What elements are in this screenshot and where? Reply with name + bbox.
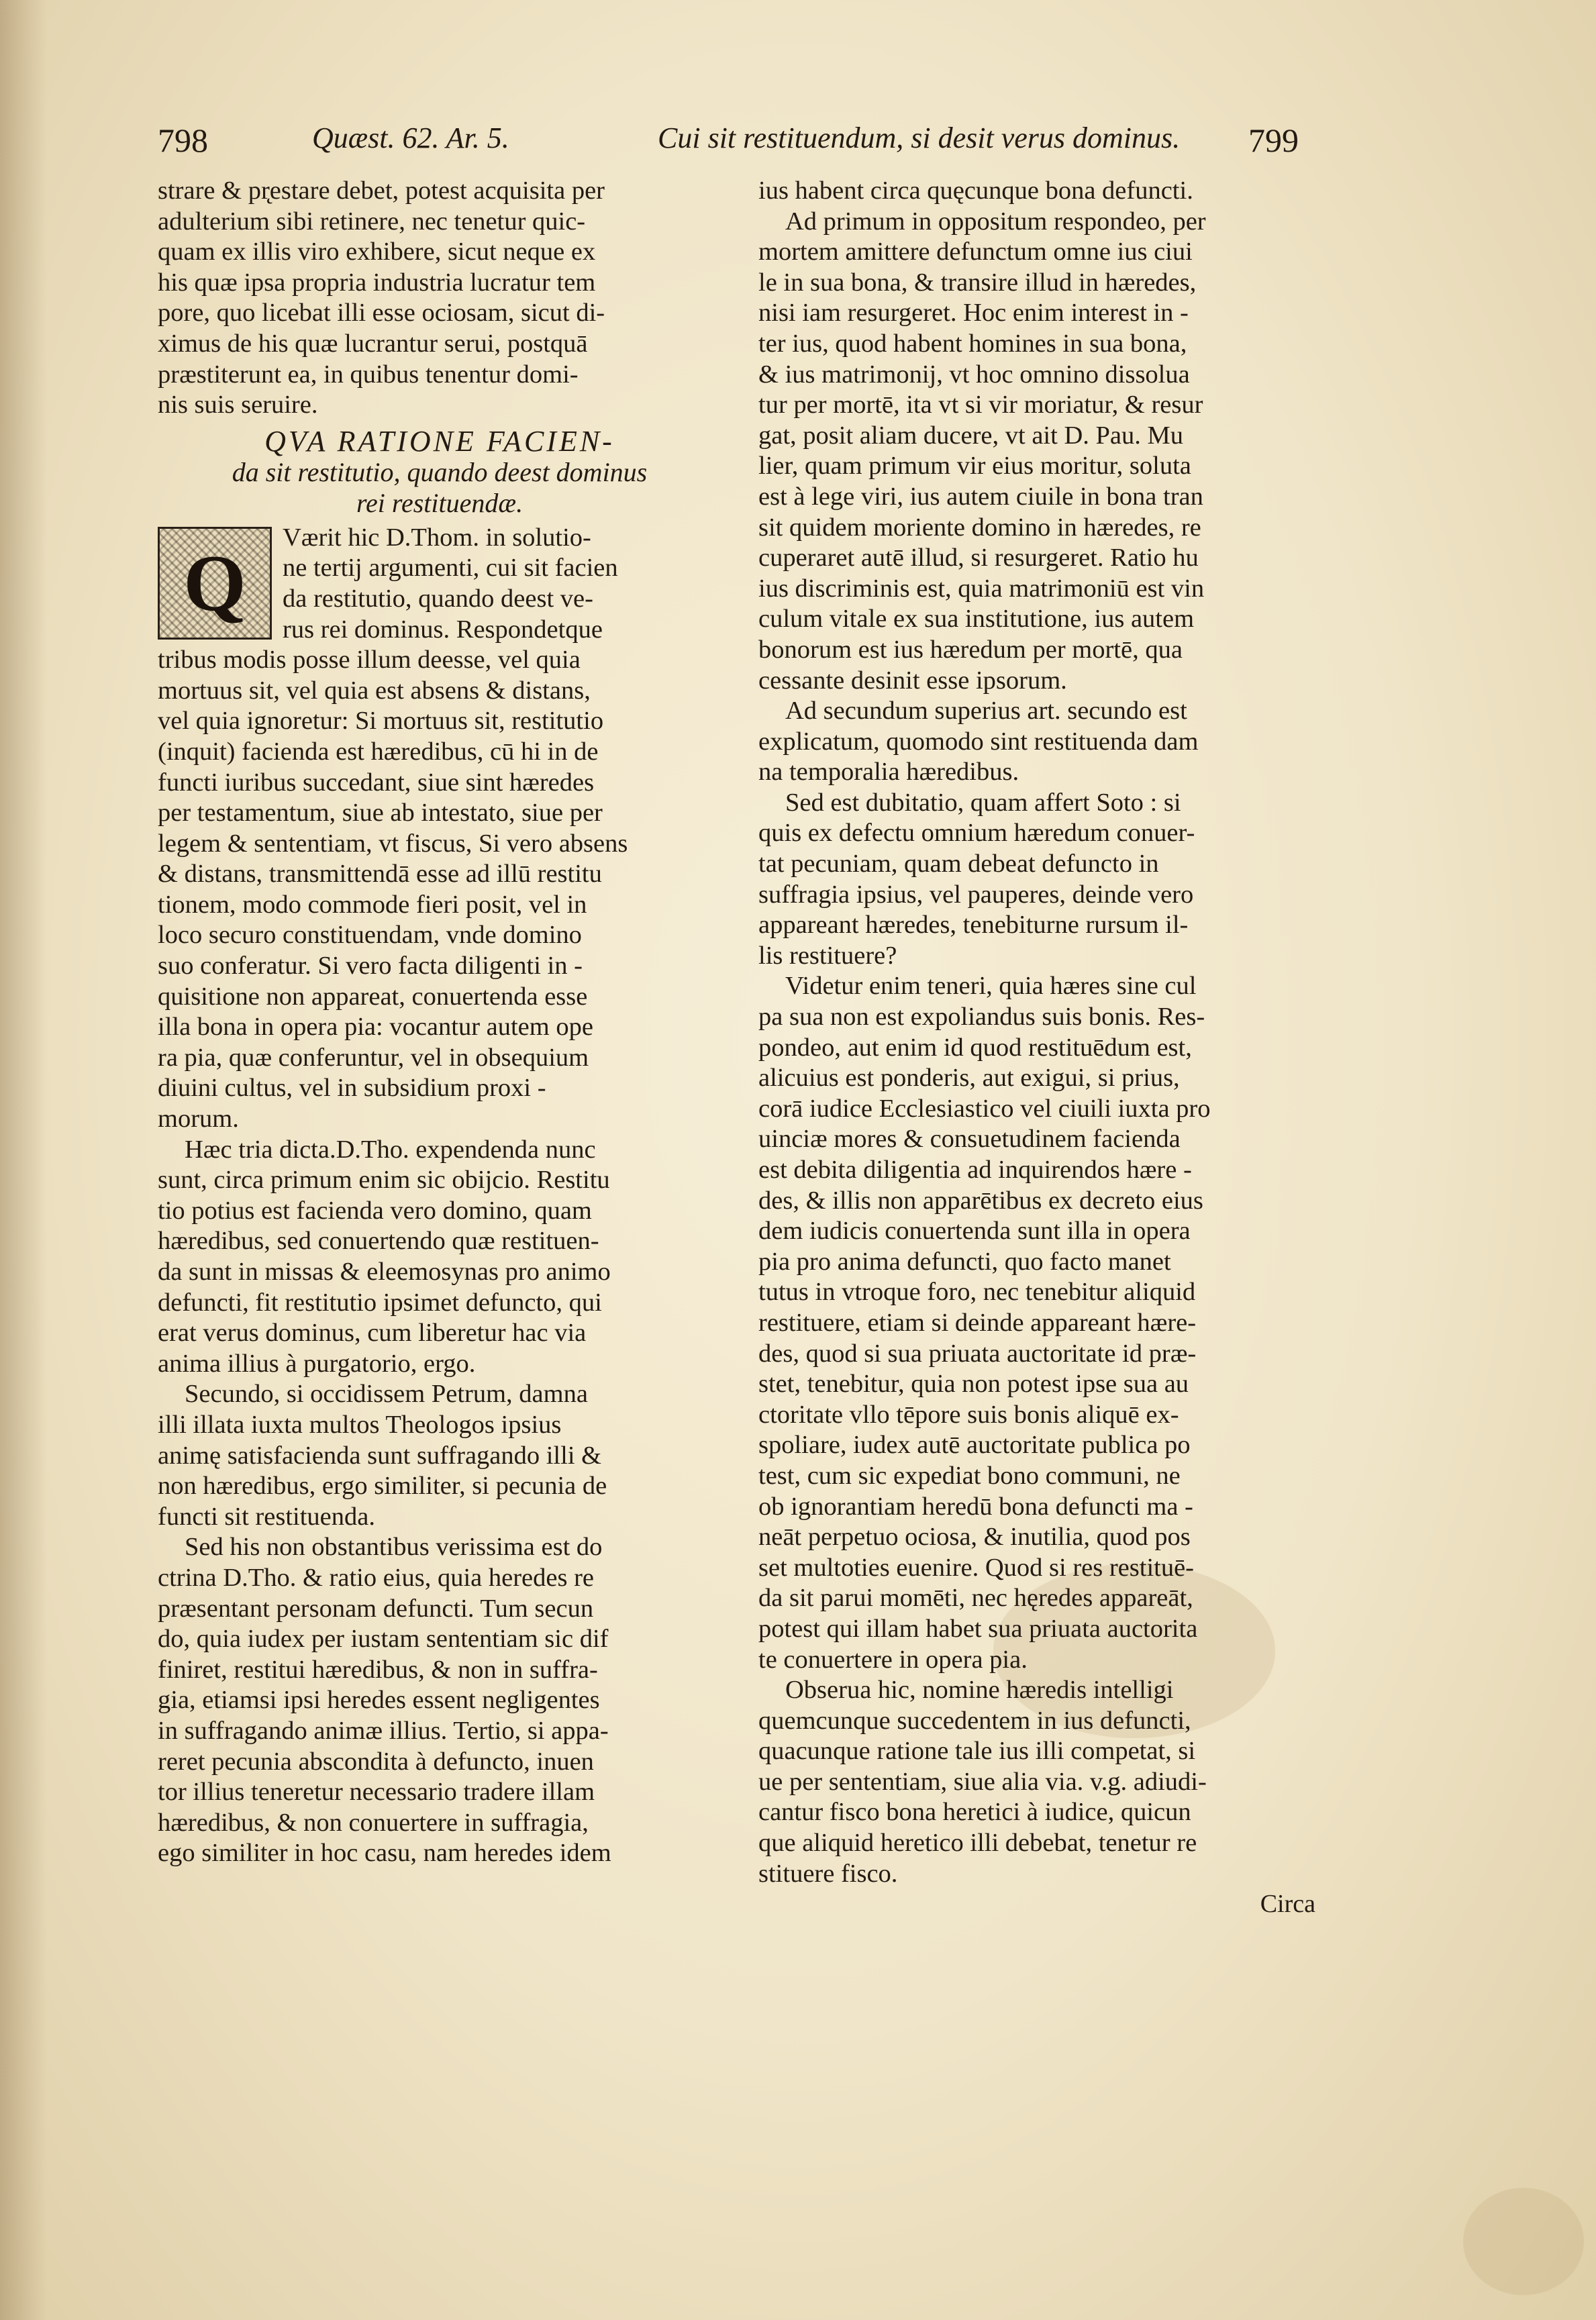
paragraph (758, 696, 1315, 788)
text-line: illi illata iuxta multos Theologos ipsius (158, 1410, 562, 1439)
text-line: Ad primum in oppositum respondeo, per (785, 207, 1206, 236)
text-line: appareant hæredes, tenebiturne rursum il- (758, 911, 1189, 940)
text-line: suo conferatur. Si vero facta diligenti in - (158, 952, 583, 980)
text-line: alicuius est ponderis, aut exigui, si prius, (758, 1064, 1180, 1093)
text-line: tio potius est facienda vero domino, quam (158, 1196, 592, 1225)
text-line: legem & sententiam, vt fiscus, Si vero absens (158, 829, 628, 858)
text-line: na temporalia hæredibus. (758, 758, 1019, 787)
text-line: quemcunque succedentem in ius defuncti, (758, 1706, 1191, 1735)
text-line: nis suis seruire. (158, 391, 318, 419)
text-line: quis ex defectu omnium hæredum conuer- (758, 819, 1195, 848)
running-header (158, 121, 1299, 174)
text-line: tur per mortē, ita vt si vir moriatur, & resur (758, 391, 1203, 419)
left-column (158, 176, 721, 1869)
paragraph (158, 176, 721, 421)
text-line: præstiterunt ea, in quibus tenentur domi- (158, 360, 579, 389)
section-heading-line: rei restituendæ. (356, 487, 523, 518)
text-line: restituere, etiam si deinde appareant hære- (758, 1308, 1197, 1337)
text-line: sit quidem moriente domino in hæredes, re (758, 513, 1201, 542)
text-line: hæredibus, & non conuertere in suffragia, (158, 1808, 589, 1837)
text-line: hæredibus, sed conuertendo quæ restituen- (158, 1227, 599, 1256)
text-line: te conuertere in opera pia. (758, 1645, 1028, 1674)
text-line: culum vitale ex sua institutione, ius autem (758, 605, 1195, 634)
text-line: gia, etiamsi ipsi heredes essent negligentes (158, 1686, 600, 1715)
text-line: pondeo, aut enim id quod restituēdum est, (758, 1033, 1192, 1062)
text-line: des, & illis non apparētibus ex decreto eius (758, 1186, 1203, 1215)
paragraph (158, 1379, 721, 1532)
catchword: Circa (1260, 1890, 1315, 1919)
text-line: pore, quo licebat illi esse ociosam, sicut di- (158, 299, 605, 327)
text-line: da sunt in missas & eleemosynas pro animo (158, 1258, 611, 1286)
text-line: animę satisfacienda sunt suffragando illi & (158, 1441, 602, 1470)
text-line: pia pro anima defuncti, quo facto manet (758, 1247, 1171, 1276)
text-line: test, cum sic expediat bono communi, ne (758, 1461, 1181, 1490)
text-line: ra pia, quæ conferuntur, vel in obsequium (158, 1043, 589, 1072)
text-line: (inquit) facienda est hæredibus, cū hi in de (158, 737, 599, 766)
text-line: illa bona in opera pia: vocantur autem ope (158, 1013, 593, 1042)
text-line: est à lege viri, ius autem ciuile in bona tran (758, 482, 1203, 511)
text-line: uinciæ mores & consuetudinem facienda (758, 1125, 1181, 1154)
text-line: neāt perpetuo ociosa, & inutilia, quod pos (758, 1523, 1191, 1552)
text-line: tutus in vtroque foro, nec tenebitur aliquid (758, 1278, 1196, 1307)
paragraph (758, 176, 1315, 207)
text-line: ximus de his quæ lucrantur serui, postquā (158, 329, 588, 358)
text-line: Sed est dubitatio, quam affert Soto : si (785, 788, 1181, 817)
text-line: le in sua bona, & transire illud in hæredes, (758, 268, 1197, 297)
right-running-title: Cui sit restituendum, si desit verus dominus. (658, 121, 1181, 154)
text-line: functi sit restituenda. (158, 1502, 375, 1531)
text-line: ius habent circa quęcunque bona defuncti. (758, 176, 1193, 205)
section-heading-line: QVA RATIONE FACIEN- (264, 425, 615, 457)
left-running-title: Quæst. 62. Ar. 5. (312, 121, 509, 154)
text-line: cantur fisco bona heretici à iudice, quicun (758, 1798, 1191, 1827)
text-line: reret pecunia abscondita à defuncto, inuen (158, 1747, 594, 1776)
text-line: cessante desinit esse ipsorum. (758, 666, 1067, 695)
text-line: da sit parui momēti, nec hęredes appareāt, (758, 1584, 1193, 1613)
paper-stain (1463, 2188, 1584, 2295)
text-line: defuncti, fit restitutio ipsimet defuncto, qui (158, 1288, 602, 1317)
text-line: & distans, transmittendā esse ad illū restitu (158, 860, 602, 889)
text-line: ob ignorantiam heredū bona defuncti ma - (758, 1492, 1193, 1521)
text-line: ne tertij argumenti, cui sit facien (283, 554, 618, 583)
text-line: tribus modis posse illum deesse, vel quia (158, 646, 581, 674)
paragraph (758, 788, 1315, 972)
text-line: dem iudicis conuertenda sunt illa in opera (758, 1217, 1191, 1246)
text-line: nisi iam resurgeret. Hoc enim interest in - (758, 299, 1189, 327)
text-line: quacunque ratione tale ius illi competat, si (758, 1737, 1196, 1766)
text-line: Hæc tria dicta.D.Tho. expendenda nunc (185, 1135, 596, 1164)
text-line: per testamentum, siue ab intestato, siue per (158, 799, 603, 827)
text-line: suffragia ipsius, vel pauperes, deinde vero (758, 880, 1194, 909)
text-line: functi iuribus succedant, siue sint hæredes (158, 768, 595, 797)
text-line: corā iudice Ecclesiastico vel ciuili iuxta pro (758, 1094, 1211, 1123)
text-line: ctoritate vllo tēpore suis bonis aliquē ex- (758, 1400, 1179, 1429)
text-line: ius discriminis est, quia matrimoniū est vin (758, 574, 1205, 603)
text-line: ctrina D.Tho. & ratio eius, quia heredes re (158, 1563, 594, 1592)
paragraph (158, 1135, 721, 1380)
text-line: tor illius teneretur necessario tradere illam (158, 1778, 595, 1807)
text-line: finiret, restitui hæredibus, & non in suffra- (158, 1655, 598, 1684)
text-line: gat, posit aliam ducere, vt ait D. Pau. Mu (758, 421, 1183, 450)
text-line: cuperaret autē illud, si resurgeret. Ratio hu (758, 544, 1199, 572)
text-line: quisitione non appareat, conuertenda esse (158, 982, 588, 1011)
text-line: lis restituere? (758, 941, 897, 970)
text-line: lier, quam primum vir eius moritur, soluta (758, 452, 1191, 481)
text-line: & ius matrimonij, vt hoc omnino dissolua (758, 360, 1190, 389)
text-line: est debita diligentia ad inquirendos hære - (758, 1156, 1192, 1184)
text-line: ego similiter in hoc casu, nam heredes idem (158, 1839, 611, 1868)
text-line: Videtur enim teneri, quia hæres sine cul (785, 972, 1197, 1001)
text-line: strare & pr̨estare debet, potest acquisita per (158, 176, 605, 205)
text-line: Ad secundum superius art. secundo est (785, 697, 1187, 725)
text-line: anima illius à purgatorio, ergo. (158, 1349, 476, 1378)
text-line: explicatum, quomodo sint restituenda dam (758, 727, 1199, 756)
text-line: his quæ ipsa propria industria lucratur tem (158, 268, 596, 297)
text-line: que aliquid heretico illi debebat, tenetur re (758, 1829, 1197, 1858)
text-line: stet, tenebitur, quia non potest ipse sua au (758, 1370, 1189, 1399)
text-line: pa sua non est expoliandus suis bonis. Res- (758, 1003, 1205, 1031)
text-line: adulterium sibi retinere, nec tenetur quic- (158, 207, 586, 236)
text-line: præsentant personam defuncti. Tum secun (158, 1594, 594, 1623)
dropcap-paragraph (158, 523, 721, 645)
text-line: mortem amittere defunctum omne ius ciui (758, 238, 1193, 266)
text-line: mortuus sit, vel quia est absens & distans, (158, 676, 591, 705)
text-line: ter ius, quod habent homines in sua bona, (758, 329, 1187, 358)
text-line: loco securo constituendam, vnde domino (158, 921, 582, 950)
text-line: rus rei dominus. Respondetque (283, 615, 603, 644)
section-heading-line: da sit restitutio, quando deest dominus (232, 456, 648, 487)
left-page-number: 798 (158, 121, 208, 159)
text-line: stituere fisco. (758, 1859, 898, 1888)
paragraph (158, 1532, 721, 1869)
text-line: ue per sententiam, siue alia via. v.g. adiudi- (758, 1767, 1207, 1796)
paragraph (758, 971, 1315, 1675)
text-line: tionem, modo commode fieri posit, vel in (158, 890, 587, 919)
text-line: diuini cultus, vel in subsidium proxi - (158, 1074, 546, 1103)
text-line: quam ex illis viro exhibere, sicut neque ex (158, 238, 596, 266)
text-line: do, quia iudex per iustam sententiam sic dif (158, 1625, 609, 1654)
right-column (758, 176, 1315, 1923)
text-line: bonorum est ius hæredum per mortē, qua (758, 635, 1183, 664)
text-line: potest qui illam habet sua priuata auctorita (758, 1614, 1198, 1643)
text-line: da restitutio, quando deest ve- (283, 584, 593, 613)
right-page-number: 799 (1248, 121, 1299, 159)
decorated-initial: Q (158, 527, 272, 640)
section-heading (158, 426, 721, 519)
text-line: set multoties euenire. Quod si res restituē- (758, 1553, 1194, 1582)
text-line: vel quia ignoretur: Si mortuus sit, restitutio (158, 707, 604, 736)
text-line: tat pecuniam, quam debeat defuncto in (758, 850, 1159, 878)
text-line: non hæredibus, ergo similiter, si pecunia de (158, 1472, 607, 1501)
text-line: morum. (158, 1105, 239, 1133)
text-line: Obserua hic, nomine hæredis intelligi (785, 1676, 1174, 1705)
paragraph (758, 1675, 1315, 1889)
binding-gutter-shadow (0, 0, 47, 2320)
text-line: Sed his non obstantibus verissima est do (185, 1533, 603, 1562)
text-line: erat verus dominus, cum liberetur hac via (158, 1319, 587, 1348)
text-line: spoliare, iudex autē auctoritate publica po (758, 1431, 1191, 1460)
text-line: in suffragando animæ illius. Tertio, si appa- (158, 1716, 609, 1745)
text-line: Secundo, si occidissem Petrum, damna (185, 1380, 588, 1409)
text-line: des, quod si sua priuata auctoritate id præ- (758, 1339, 1197, 1368)
text-line: Værit hic D.Thom. in solutio- (283, 523, 591, 552)
paragraph (158, 645, 721, 1135)
paragraph (758, 207, 1315, 697)
text-line: sunt, circa primum enim sic obijcio. Restitu (158, 1166, 610, 1195)
